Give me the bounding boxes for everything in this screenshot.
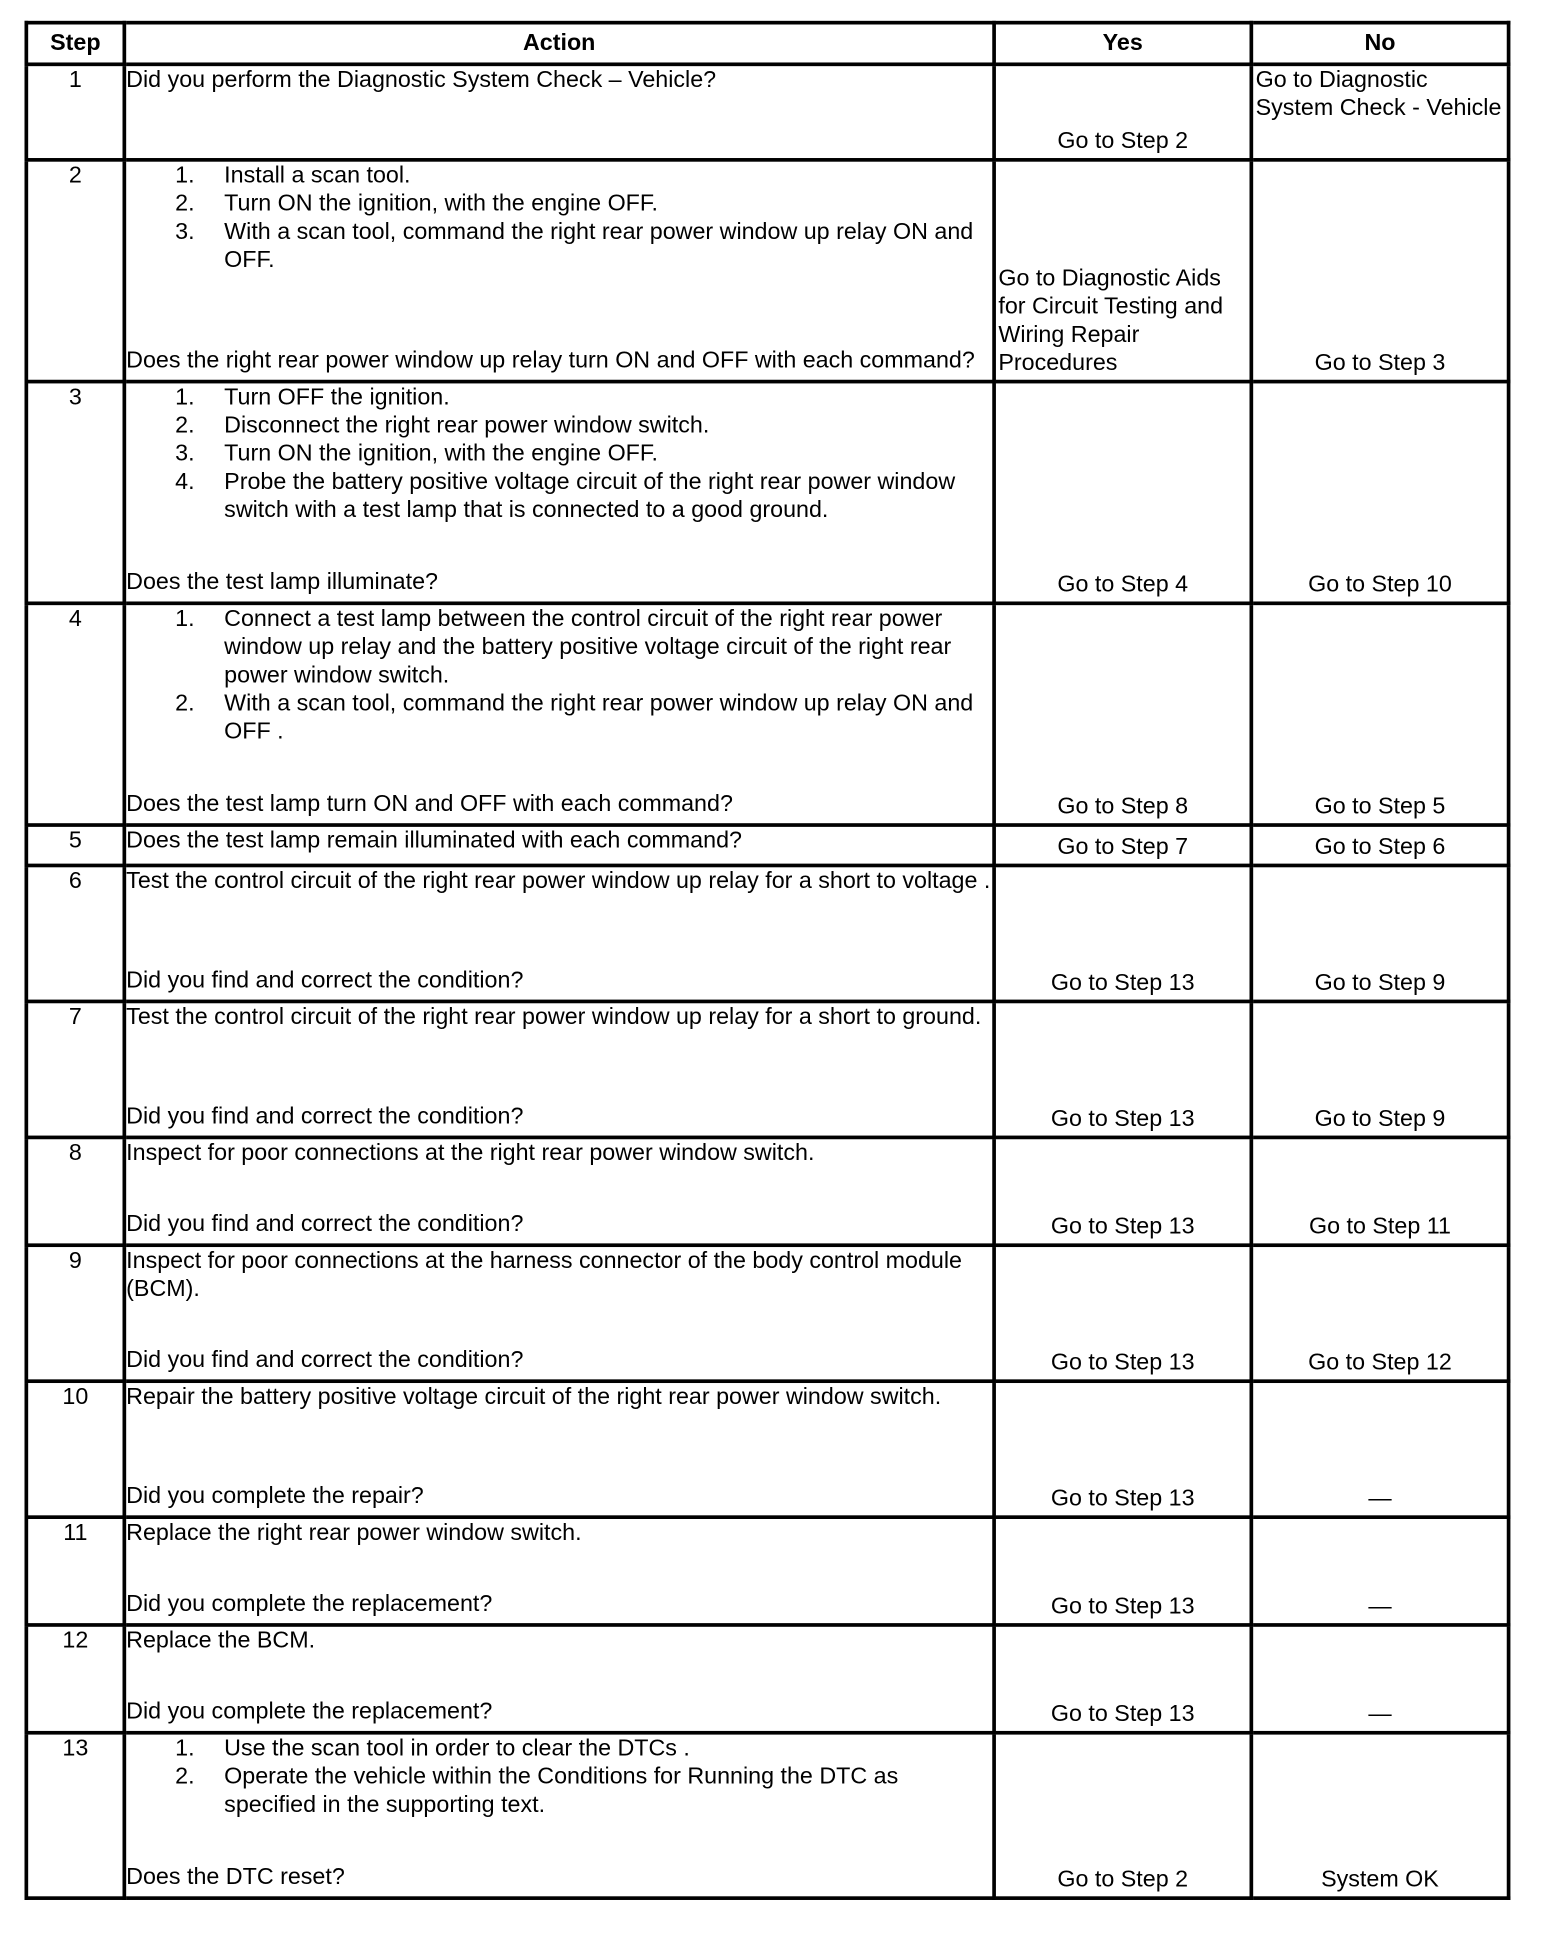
- question-text: Did you find and correct the condition?: [126, 1211, 524, 1238]
- procedure-item-text: Use the scan tool in order to clear the DTCs .: [224, 1735, 690, 1762]
- step-number: 5: [26, 825, 124, 865]
- no-result: Go to Step 6: [1314, 834, 1446, 860]
- step-number: 9: [26, 1245, 124, 1381]
- step-number: 12: [26, 1625, 124, 1733]
- procedure-item-text: Turn ON the ignition, with the engine OFF.: [224, 441, 658, 467]
- yes-cell: [994, 1001, 1251, 1137]
- procedure-item: [126, 1763, 992, 1819]
- yes-result: Go to Step 13: [1050, 1213, 1195, 1240]
- procedure-item: [126, 190, 992, 218]
- procedure-item: [126, 162, 992, 190]
- yes-cell: [994, 64, 1251, 160]
- yes-result: Go to Step 13: [1050, 1349, 1195, 1376]
- question-text: Does the test lamp turn ON and OFF with each command?: [126, 791, 733, 818]
- question-text: Did you find and correct the condition?: [126, 967, 524, 994]
- procedure-item: [126, 383, 992, 411]
- procedure-item-number: 1.: [175, 384, 195, 411]
- yes-cell: [994, 382, 1251, 604]
- question-text: Did you complete the replacement?: [126, 1699, 493, 1725]
- not-applicable-dash: —: [1368, 1701, 1392, 1728]
- no-cell: [1251, 1245, 1508, 1381]
- action-cell: [124, 1733, 994, 1898]
- procedure-item-text: Probe the battery positive voltage circuit of the right rear power window switch with a test lamp that is connected to a good ground.: [224, 469, 956, 524]
- procedure-list: [126, 383, 992, 524]
- yes-result: Go to Diagnostic Aids for Circuit Testing and Wiring Repair Procedures: [998, 265, 1224, 377]
- yes-cell: [994, 1245, 1251, 1381]
- header-action: Action: [124, 23, 994, 65]
- table-row: [26, 1733, 1508, 1898]
- procedure-item: [126, 605, 992, 690]
- procedure-item-number: 4.: [175, 469, 195, 495]
- no-cell: [1251, 1137, 1508, 1245]
- procedure-item-text: With a scan tool, command the right rear power window up relay ON and OFF.: [224, 219, 974, 274]
- question-text: Does the DTC reset?: [126, 1864, 345, 1891]
- procedure-list: [126, 162, 992, 275]
- yes-cell: [994, 1517, 1251, 1625]
- no-result: Go to Step 5: [1314, 793, 1446, 820]
- header-no: No: [1251, 23, 1508, 65]
- procedure-item-number: 1.: [175, 606, 195, 633]
- question-text: Did you find and correct the condition?: [126, 1347, 524, 1374]
- yes-result: Go to Step 2: [1057, 1866, 1189, 1893]
- table-row: [26, 603, 1508, 825]
- action-cell: [124, 1245, 994, 1381]
- action-cell: [124, 825, 994, 865]
- no-cell: [1251, 382, 1508, 604]
- yes-cell: [994, 603, 1251, 825]
- action-text: Replace the BCM.: [126, 1628, 316, 1654]
- step-number: 3: [26, 382, 124, 604]
- action-cell: [124, 1517, 994, 1625]
- procedure-item-number: 2.: [175, 1764, 195, 1790]
- yes-result: Go to Step 13: [1050, 1485, 1195, 1512]
- procedure-item-text: With a scan tool, command the right rear power window up relay ON and OFF .: [224, 690, 974, 745]
- action-cell: [124, 1381, 994, 1517]
- yes-result: Go to Step 13: [1050, 1701, 1195, 1728]
- yes-cell: [994, 825, 1251, 865]
- header-yes: Yes: [994, 23, 1251, 65]
- procedure-item-text: Disconnect the right rear power window switch.: [224, 412, 710, 439]
- not-applicable-dash: —: [1368, 1593, 1392, 1620]
- question-text: Did you complete the repair?: [126, 1483, 424, 1510]
- action-cell: [124, 382, 994, 604]
- procedure-item-number: 2.: [175, 412, 195, 439]
- yes-cell: [994, 1381, 1251, 1517]
- yes-result: Go to Step 2: [1057, 128, 1189, 155]
- action-cell: [124, 1137, 994, 1245]
- step-number: 6: [26, 865, 124, 1001]
- step-number: 2: [26, 160, 124, 382]
- yes-cell: [994, 1137, 1251, 1245]
- action-text: Does the test lamp remain illuminated with each command?: [126, 828, 742, 854]
- no-cell: [1251, 64, 1508, 160]
- question-text: Does the right rear power window up relay turn ON and OFF with each command?: [126, 347, 975, 374]
- table-row: [26, 1001, 1508, 1137]
- yes-result: Go to Step 13: [1050, 1593, 1195, 1620]
- no-result: System OK: [1321, 1866, 1439, 1893]
- yes-result: Go to Step 4: [1057, 572, 1189, 598]
- no-result: Go to Diagnostic System Check - Vehicle: [1255, 67, 1502, 122]
- action-text: Test the control circuit of the right rear power window up relay for a short to voltage .: [126, 868, 991, 895]
- yes-result: Go to Step 13: [1050, 970, 1195, 996]
- question-text: Does the test lamp illuminate?: [126, 569, 438, 596]
- diagnostic-table: [25, 21, 1511, 1900]
- no-cell: [1251, 1381, 1508, 1517]
- action-cell: [124, 603, 994, 825]
- header-row: [26, 23, 1508, 65]
- question-text: Did you find and correct the condition?: [126, 1103, 524, 1130]
- no-result: Go to Step 3: [1314, 350, 1446, 377]
- procedure-item-number: 3.: [175, 219, 195, 245]
- no-cell: [1251, 1517, 1508, 1625]
- table-row: [26, 160, 1508, 382]
- header-step: Step: [26, 23, 124, 65]
- yes-cell: [994, 865, 1251, 1001]
- table-row: [26, 1625, 1508, 1733]
- action-text: Inspect for poor connections at the right rear power window switch.: [126, 1140, 815, 1167]
- procedure-item-number: 2.: [175, 690, 195, 717]
- procedure-item: [126, 690, 992, 746]
- procedure-item: [126, 218, 992, 274]
- no-cell: [1251, 1001, 1508, 1137]
- yes-result: Go to Step 13: [1050, 1106, 1195, 1132]
- procedure-item: [126, 1735, 992, 1763]
- procedure-item: [126, 412, 992, 440]
- procedure-list: [126, 605, 992, 746]
- action-cell: [124, 64, 994, 160]
- table-row: [26, 64, 1508, 160]
- table-row: [26, 825, 1508, 865]
- no-cell: [1251, 825, 1508, 865]
- yes-result: Go to Step 7: [1057, 834, 1189, 860]
- step-number: 10: [26, 1381, 124, 1517]
- no-result: Go to Step 9: [1314, 970, 1446, 996]
- action-text: Inspect for poor connections at the harness connector of the body control module (BCM).: [126, 1248, 963, 1303]
- action-cell: [124, 160, 994, 382]
- step-number: 11: [26, 1517, 124, 1625]
- no-cell: [1251, 1733, 1508, 1898]
- step-number: 8: [26, 1137, 124, 1245]
- action-text: Repair the battery positive voltage circuit of the right rear power window switch.: [126, 1384, 942, 1410]
- procedure-item-number: 1.: [175, 1735, 195, 1762]
- action-text: Replace the right rear power window switch.: [126, 1520, 582, 1546]
- procedure-item-number: 3.: [175, 441, 195, 467]
- no-cell: [1251, 1625, 1508, 1733]
- action-cell: [124, 1625, 994, 1733]
- procedure-item-text: Install a scan tool.: [224, 162, 411, 189]
- yes-cell: [994, 1625, 1251, 1733]
- table-row: [26, 865, 1508, 1001]
- no-cell: [1251, 160, 1508, 382]
- procedure-item-text: Turn OFF the ignition.: [224, 384, 450, 411]
- procedure-item: [126, 468, 992, 524]
- not-applicable-dash: —: [1368, 1485, 1392, 1512]
- procedure-item-text: Connect a test lamp between the control circuit of the right rear power window up relay and the battery positive voltage circuit of the right rear power window switch.: [224, 606, 952, 689]
- step-number: 4: [26, 603, 124, 825]
- no-cell: [1251, 603, 1508, 825]
- action-cell: [124, 1001, 994, 1137]
- yes-cell: [994, 1733, 1251, 1898]
- procedure-list: [126, 1735, 992, 1820]
- step-number: 13: [26, 1733, 124, 1898]
- step-number: 1: [26, 64, 124, 160]
- action-cell: [124, 865, 994, 1001]
- procedure-item-number: 1.: [175, 162, 195, 189]
- procedure-item-text: Operate the vehicle within the Conditions for Running the DTC as specified in the supporting text.: [224, 1764, 899, 1818]
- action-text: Test the control circuit of the right rear power window up relay for a short to ground.: [126, 1004, 982, 1031]
- no-result: Go to Step 10: [1308, 572, 1452, 598]
- procedure-item: [126, 440, 992, 468]
- table-row: [26, 382, 1508, 604]
- table-row: [26, 1137, 1508, 1245]
- table-row: [26, 1517, 1508, 1625]
- question-text: Did you complete the replacement?: [126, 1591, 493, 1617]
- no-result: Go to Step 11: [1309, 1213, 1451, 1240]
- yes-cell: [994, 160, 1251, 382]
- procedure-item-number: 2.: [175, 191, 195, 217]
- no-cell: [1251, 865, 1508, 1001]
- yes-result: Go to Step 8: [1057, 793, 1189, 820]
- step-number: 7: [26, 1001, 124, 1137]
- no-result: Go to Step 12: [1308, 1349, 1452, 1376]
- table-row: [26, 1245, 1508, 1381]
- procedure-item-text: Turn ON the ignition, with the engine OFF.: [224, 191, 658, 217]
- no-result: Go to Step 9: [1314, 1106, 1446, 1132]
- table-row: [26, 1381, 1508, 1517]
- action-text: Did you perform the Diagnostic System Check – Vehicle?: [126, 67, 717, 94]
